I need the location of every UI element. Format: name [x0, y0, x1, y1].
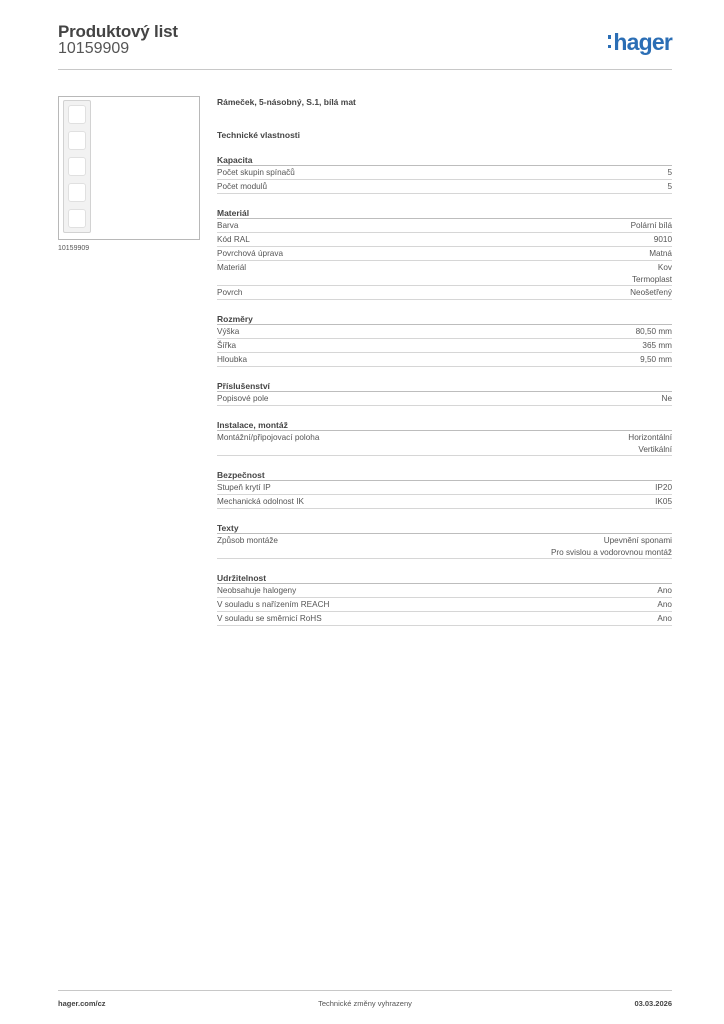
- product-name: Rámeček, 5-násobný, S.1, bílá mat: [217, 97, 356, 107]
- spec-row: [217, 431, 672, 456]
- spec-label: Neobsahuje halogeny: [217, 586, 297, 595]
- spec-row: [217, 233, 672, 247]
- spec-value-line: 9,50 mm: [640, 355, 672, 364]
- spec-row: [217, 325, 672, 339]
- spec-value: [655, 482, 672, 494]
- spec-section: [217, 572, 672, 626]
- property-sections: [217, 154, 672, 626]
- spec-value-line: Upevnění sponami: [603, 536, 672, 545]
- spec-value: [655, 496, 672, 508]
- spec-label: Materiál: [217, 263, 247, 272]
- image-caption: 10159909: [58, 245, 90, 252]
- product-image: [58, 96, 200, 240]
- technical-properties-heading: Technické vlastnosti: [217, 130, 300, 140]
- spec-value: [657, 613, 672, 625]
- spec-value: [632, 262, 672, 285]
- spec-label: Počet skupin spínačů: [217, 168, 295, 177]
- section-title: Instalace, montáž: [217, 419, 672, 431]
- spec-section: [217, 469, 672, 509]
- spec-value-line: 365 mm: [642, 341, 672, 350]
- spec-label: Popisové pole: [217, 394, 269, 403]
- spec-section: [217, 522, 672, 559]
- spec-row: [217, 339, 672, 353]
- spec-value: [631, 220, 672, 232]
- spec-label: Montážní/připojovací poloha: [217, 433, 320, 442]
- section-title: Udržitelnost: [217, 572, 672, 584]
- spec-label: Počet modulů: [217, 182, 268, 191]
- spec-value: [667, 167, 672, 179]
- spec-value-line: Termoplast: [631, 274, 672, 284]
- spec-label: Výška: [217, 327, 240, 336]
- spec-row: [217, 219, 672, 233]
- spec-label: Šířka: [217, 341, 237, 350]
- spec-value: [662, 393, 672, 405]
- section-title: Materiál: [217, 207, 672, 219]
- logo-dots-icon: [608, 35, 612, 48]
- spec-label: V souladu s nařízením REACH: [217, 600, 330, 609]
- spec-value: [649, 248, 672, 260]
- spec-label: Mechanická odolnost IK: [217, 497, 304, 506]
- spec-value-line: Vertikální: [638, 444, 672, 454]
- section-title: Kapacita: [217, 154, 672, 166]
- page-header: [58, 20, 672, 70]
- spec-row: [217, 481, 672, 495]
- spec-row: [217, 495, 672, 509]
- spec-section: [217, 207, 672, 300]
- footer-date: 03.03.2026: [634, 999, 672, 1008]
- spec-value-line: Neošetřený: [630, 288, 672, 297]
- spec-label: Kód RAL: [217, 235, 250, 244]
- product-number: 10159909: [58, 40, 130, 57]
- spec-value-line: 5: [667, 168, 672, 177]
- footer-website-link[interactable]: hager.com/cz: [58, 999, 106, 1008]
- spec-value: [551, 535, 672, 558]
- page-footer: [58, 990, 672, 1012]
- spec-value-line: 5: [667, 182, 672, 191]
- spec-section: [217, 313, 672, 367]
- spec-label: Povrch: [217, 288, 243, 297]
- spec-value: [640, 354, 672, 366]
- switch-frame-picture: [63, 100, 91, 233]
- spec-row: [217, 166, 672, 180]
- spec-row: [217, 261, 672, 286]
- spec-label: Povrchová úprava: [217, 249, 283, 258]
- spec-row: [217, 584, 672, 598]
- spec-value-line: Ano: [657, 586, 672, 595]
- section-title: Příslušenství: [217, 380, 672, 392]
- spec-row: [217, 534, 672, 559]
- spec-label: V souladu se směrnicí RoHS: [217, 614, 322, 623]
- spec-value-line: Polární bílá: [630, 221, 672, 230]
- spec-value-line: Pro svislou a vodorovnou montáž: [550, 547, 672, 557]
- spec-value-line: Ano: [657, 614, 672, 623]
- section-title: Rozměry: [217, 313, 672, 325]
- spec-value-line: Horizontální: [628, 433, 672, 442]
- spec-value-line: Ano: [657, 600, 672, 609]
- spec-value: [654, 234, 672, 246]
- footer-note: Technické změny vyhrazeny: [318, 999, 412, 1008]
- spec-label: Způsob montáže: [217, 536, 278, 545]
- spec-label: Stupeň krytí IP: [217, 483, 271, 492]
- spec-value-line: Kov: [657, 263, 672, 272]
- spec-value: [628, 432, 672, 455]
- spec-value: [636, 326, 672, 338]
- spec-section: [217, 380, 672, 406]
- product-details: [217, 96, 672, 626]
- spec-value-line: Matná: [649, 249, 672, 258]
- spec-row: [217, 180, 672, 194]
- hager-logo: [608, 26, 672, 54]
- spec-value: [642, 340, 672, 352]
- spec-value-line: IP20: [655, 483, 672, 492]
- spec-label: Hloubka: [217, 355, 248, 364]
- section-title: Bezpečnost: [217, 469, 672, 481]
- spec-value: [657, 599, 672, 611]
- spec-value: [667, 181, 672, 193]
- spec-value-line: 80,50 mm: [635, 327, 672, 336]
- spec-row: [217, 353, 672, 367]
- spec-value-line: Ne: [661, 394, 672, 403]
- spec-value-line: IK05: [655, 497, 672, 506]
- spec-label: Barva: [217, 221, 239, 230]
- spec-row: [217, 247, 672, 261]
- spec-value: [657, 585, 672, 597]
- section-title: Texty: [217, 522, 672, 534]
- spec-row: [217, 286, 672, 300]
- page-title: Produktový list: [58, 22, 178, 41]
- spec-value-line: 9010: [653, 235, 672, 244]
- spec-row: [217, 392, 672, 406]
- logo-text: hager: [613, 29, 672, 55]
- spec-value: [630, 287, 672, 299]
- spec-row: [217, 612, 672, 626]
- spec-row: [217, 598, 672, 612]
- spec-section: [217, 154, 672, 194]
- spec-section: [217, 419, 672, 456]
